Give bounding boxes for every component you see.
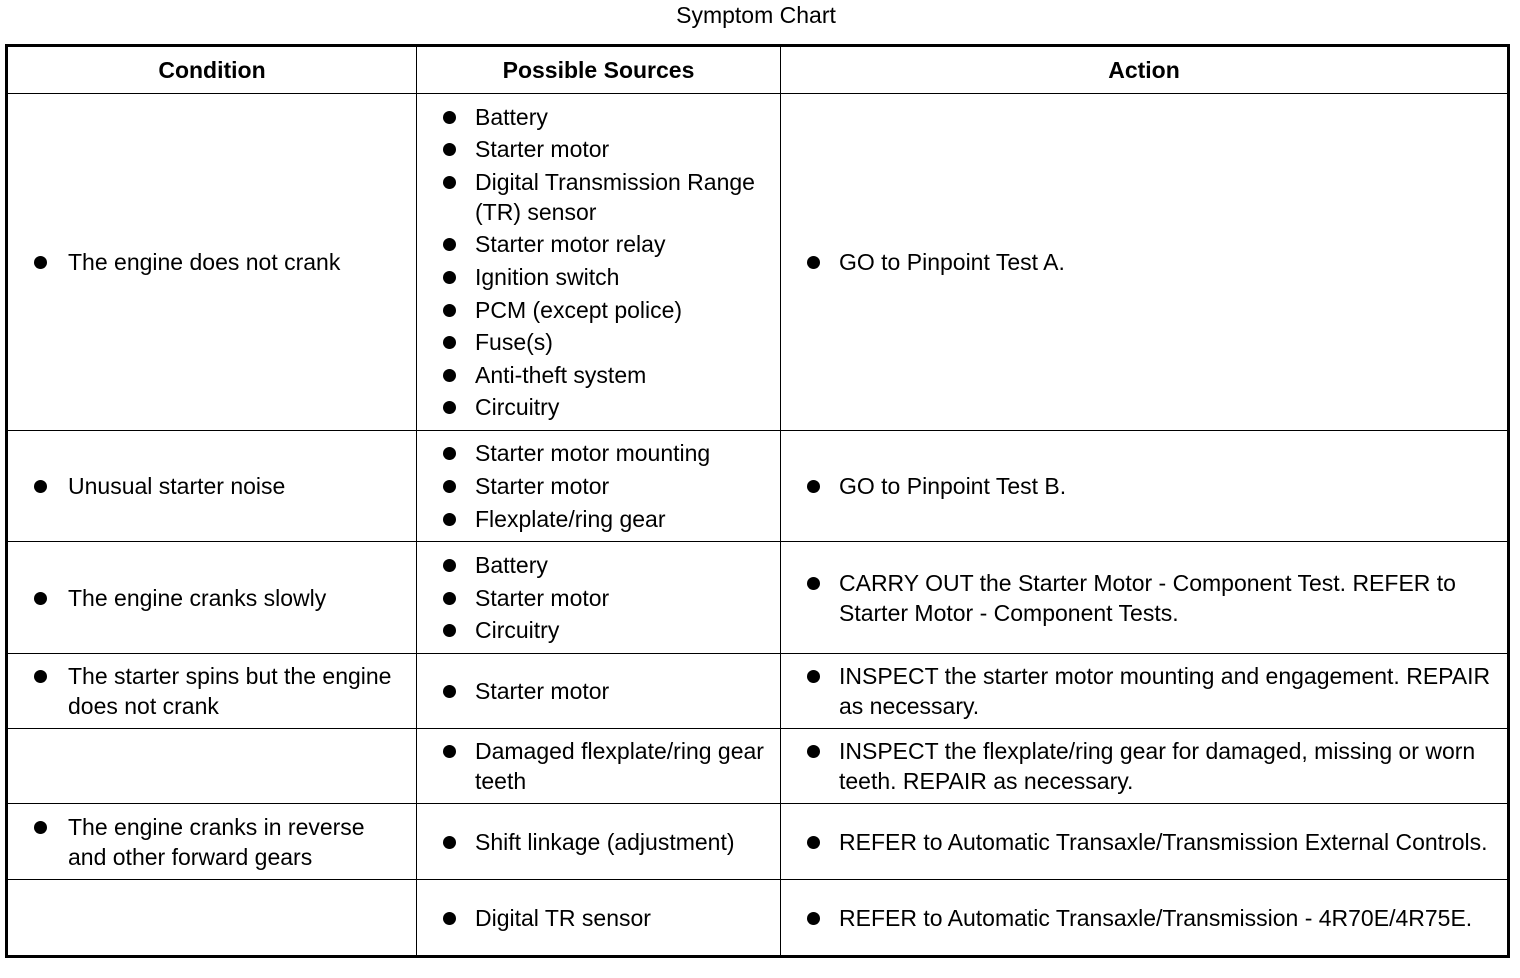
list-item-text: REFER to Automatic Transaxle/Transmission - 4R70E/4R75E. <box>839 904 1473 931</box>
list-item <box>443 102 766 132</box>
bullet-icon <box>443 745 456 758</box>
bullet-list <box>8 583 416 613</box>
bullet-icon <box>443 513 456 526</box>
list-item <box>443 327 766 357</box>
bullet-list <box>8 661 416 721</box>
bullet-icon <box>807 480 820 493</box>
list-item <box>443 827 766 857</box>
bullet-icon <box>443 176 456 189</box>
list-item-text: Starter motor <box>475 473 610 499</box>
symptom-table <box>5 44 1510 958</box>
list-item-text: Starter motor mounting <box>475 440 711 467</box>
list-item <box>34 812 396 872</box>
table-row <box>7 654 1509 729</box>
action-cell <box>781 431 1509 542</box>
action-cell <box>781 654 1509 729</box>
condition-cell <box>7 431 417 542</box>
list-item-text: Anti-theft system <box>475 361 647 388</box>
condition-cell <box>7 654 417 729</box>
bullet-list <box>8 247 416 277</box>
list-item <box>443 229 766 259</box>
bullet-icon <box>443 143 456 156</box>
list-item <box>443 550 766 580</box>
list-item <box>443 262 766 292</box>
bullet-icon <box>443 592 456 605</box>
list-item-text: CARRY OUT the Starter Motor - Component Test. REFER to Starter Motor - Component Tests. <box>839 569 1456 626</box>
bullet-icon <box>34 592 47 605</box>
list-item-text: GO to Pinpoint Test A. <box>839 249 1065 275</box>
list-item <box>807 736 1493 796</box>
possible-sources-cell <box>417 654 781 729</box>
bullet-icon <box>807 670 820 683</box>
list-item <box>443 360 766 390</box>
bullet-list <box>417 827 780 857</box>
list-item-text: Fuse(s) <box>475 329 553 356</box>
bullet-icon <box>443 836 456 849</box>
table-row <box>7 431 1509 542</box>
list-item-text: REFER to Automatic Transaxle/Transmission External Controls. <box>839 828 1488 855</box>
bullet-icon <box>443 304 456 317</box>
list-item-text: PCM (except police) <box>475 296 683 323</box>
table-header-row <box>7 46 1509 94</box>
bullet-icon <box>807 745 820 758</box>
condition-cell <box>7 804 417 880</box>
possible-sources-cell <box>417 542 781 654</box>
list-item <box>443 392 766 422</box>
list-item-text: Ignition switch <box>475 264 620 290</box>
bullet-list <box>417 550 780 645</box>
bullet-icon <box>443 624 456 637</box>
bullet-list <box>781 827 1507 857</box>
column-header-action: Action <box>781 46 1509 94</box>
bullet-list <box>417 102 780 423</box>
bullet-list <box>781 661 1507 721</box>
list-item <box>34 471 396 501</box>
condition-cell <box>7 542 417 654</box>
action-cell <box>781 542 1509 654</box>
bullet-list <box>417 903 780 933</box>
list-item <box>443 504 766 534</box>
condition-cell <box>7 880 417 957</box>
list-item <box>443 903 766 933</box>
list-item-text: Unusual starter noise <box>68 473 286 499</box>
list-item <box>807 247 1493 277</box>
bullet-icon <box>34 821 47 834</box>
list-item <box>34 247 396 277</box>
list-item <box>443 676 766 706</box>
list-item-text: The engine cranks slowly <box>68 584 327 611</box>
bullet-list <box>8 812 416 872</box>
list-item-text: Damaged flexplate/ring gear teeth <box>475 738 764 794</box>
list-item-text: Digital TR sensor <box>475 904 651 931</box>
list-item <box>34 661 396 721</box>
list-item-text: The starter spins but the engine does not crank <box>68 663 392 719</box>
table-body <box>7 94 1509 957</box>
table-row <box>7 880 1509 957</box>
list-item <box>443 583 766 613</box>
bullet-icon <box>34 670 47 683</box>
list-item <box>443 295 766 325</box>
bullet-icon <box>807 256 820 269</box>
table-row <box>7 804 1509 880</box>
list-item-text: Shift linkage (adjustment) <box>475 828 735 855</box>
bullet-icon <box>443 559 456 572</box>
list-item-text: Battery <box>475 551 548 578</box>
bullet-icon <box>443 238 456 251</box>
list-item-text: The engine cranks in reverse and other forward gears <box>68 813 365 870</box>
bullet-list <box>781 903 1507 933</box>
bullet-icon <box>34 480 47 493</box>
list-item <box>443 167 766 227</box>
list-item <box>34 583 396 613</box>
action-cell <box>781 94 1509 431</box>
possible-sources-cell <box>417 729 781 804</box>
possible-sources-cell <box>417 431 781 542</box>
list-item <box>807 568 1493 628</box>
bullet-list <box>781 568 1507 628</box>
list-item-text: Starter motor <box>475 584 610 611</box>
bullet-icon <box>807 577 820 590</box>
list-item-text: Starter motor <box>475 678 610 704</box>
bullet-icon <box>443 271 456 284</box>
list-item <box>443 736 766 796</box>
possible-sources-cell <box>417 94 781 431</box>
list-item-text: Digital Transmission Range (TR) sensor <box>475 168 755 225</box>
list-item-text: INSPECT the starter motor mounting and engagement. REPAIR as necessary. <box>839 663 1491 719</box>
list-item-text: Starter motor relay <box>475 231 666 258</box>
bullet-icon <box>807 836 820 849</box>
bullet-icon <box>443 447 456 460</box>
bullet-list <box>781 471 1507 501</box>
bullet-icon <box>443 369 456 382</box>
list-item-text: Circuitry <box>475 617 560 644</box>
list-item-text: Battery <box>475 103 548 130</box>
bullet-list <box>781 736 1507 796</box>
possible-sources-cell <box>417 804 781 880</box>
action-cell <box>781 804 1509 880</box>
bullet-list <box>8 471 416 501</box>
bullet-icon <box>34 256 47 269</box>
page-title: Symptom Chart <box>676 2 836 28</box>
bullet-list <box>417 736 780 796</box>
condition-cell <box>7 94 417 431</box>
bullet-list <box>417 676 780 706</box>
column-header-possible-sources: Possible Sources <box>417 46 781 94</box>
possible-sources-cell <box>417 880 781 957</box>
list-item <box>443 471 766 501</box>
list-item-text: Circuitry <box>475 394 560 421</box>
list-item <box>807 903 1493 933</box>
table-row <box>7 729 1509 804</box>
bullet-icon <box>443 480 456 493</box>
column-header-condition: Condition <box>7 46 417 94</box>
list-item <box>443 134 766 164</box>
bullet-icon <box>807 912 820 925</box>
list-item-text: The engine does not crank <box>68 249 341 275</box>
list-item <box>443 438 766 468</box>
bullet-icon <box>443 912 456 925</box>
table-row <box>7 94 1509 431</box>
list-item-text: GO to Pinpoint Test B. <box>839 473 1067 499</box>
list-item-text: Flexplate/ring gear <box>475 505 666 532</box>
list-item <box>443 615 766 645</box>
bullet-icon <box>443 685 456 698</box>
action-cell <box>781 729 1509 804</box>
list-item-text: Starter motor <box>475 136 610 163</box>
bullet-icon <box>443 336 456 349</box>
bullet-list <box>781 247 1507 277</box>
bullet-list <box>417 438 780 533</box>
bullet-icon <box>443 111 456 124</box>
list-item-text: INSPECT the flexplate/ring gear for damaged, missing or worn teeth. REPAIR as necessary. <box>839 738 1476 794</box>
list-item <box>807 661 1493 721</box>
condition-cell <box>7 729 417 804</box>
table-row <box>7 542 1509 654</box>
action-cell <box>781 880 1509 957</box>
list-item <box>807 827 1493 857</box>
list-item <box>807 471 1493 501</box>
bullet-icon <box>443 401 456 414</box>
